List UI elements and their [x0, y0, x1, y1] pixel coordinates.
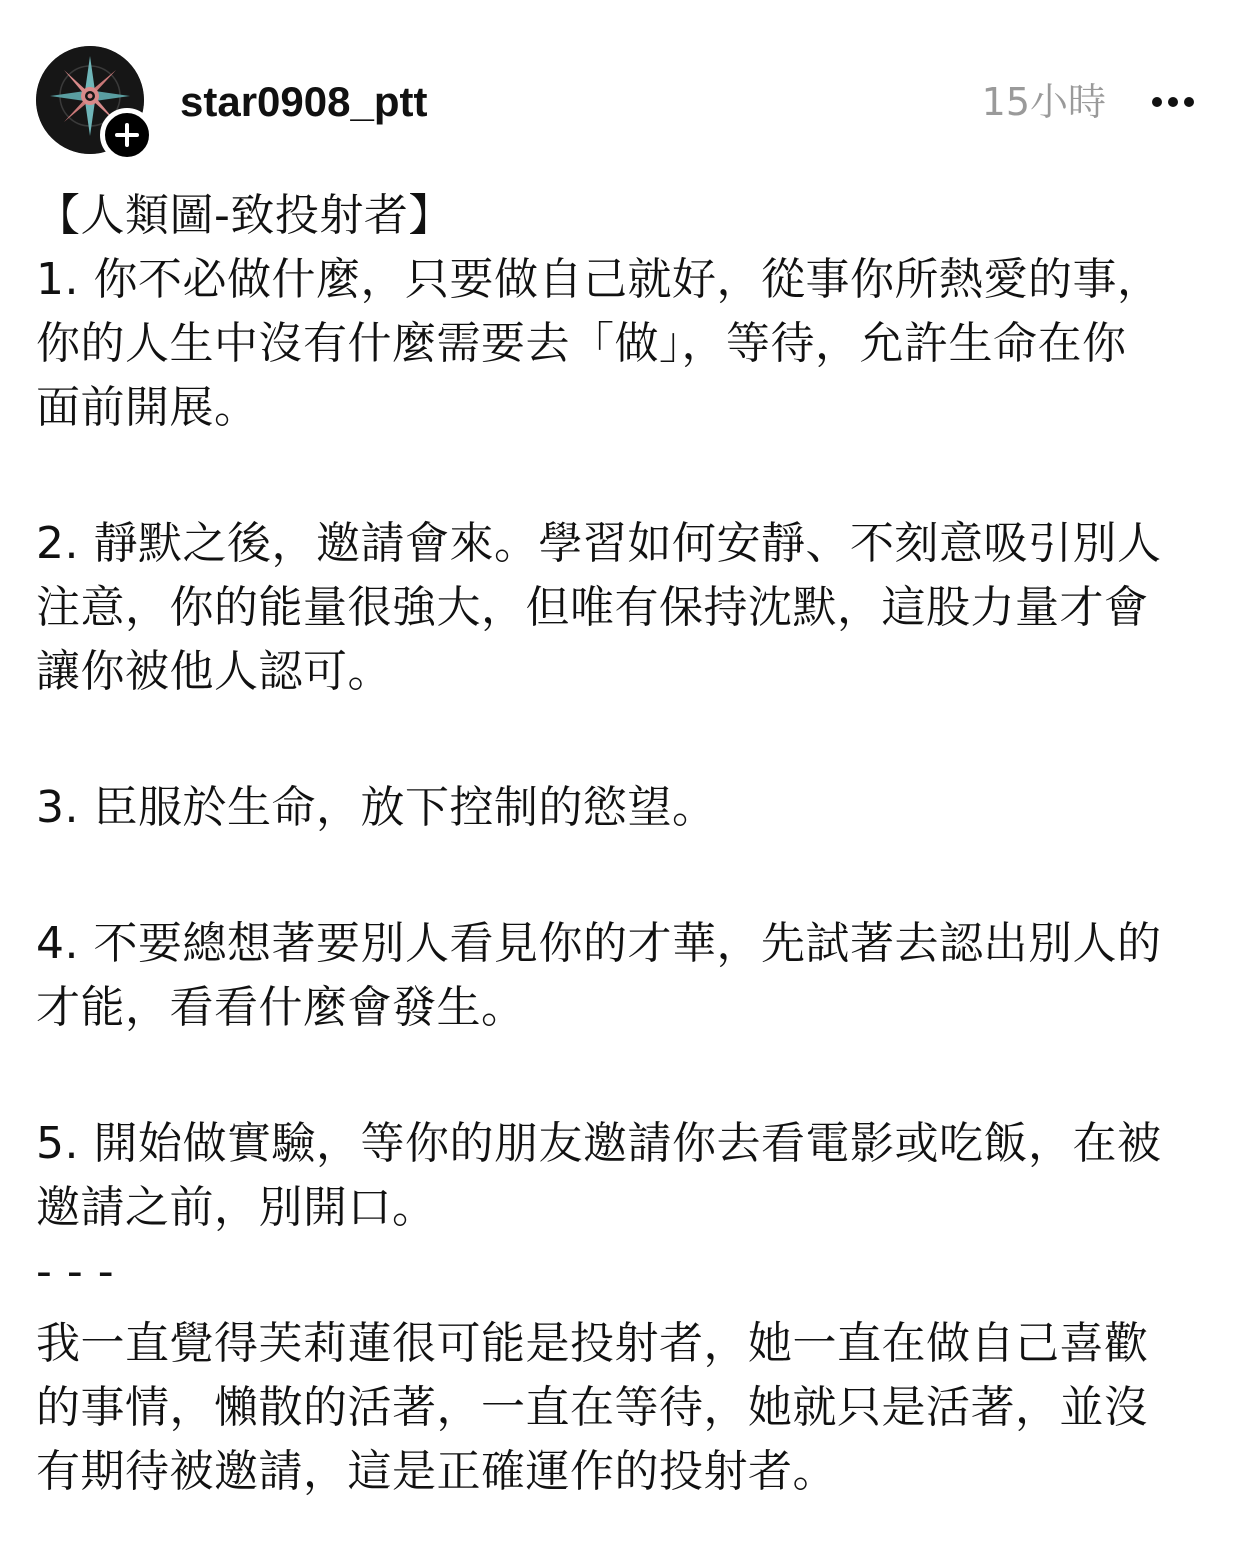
paragraph-line: 才能，看看什麼會發生。: [36, 982, 526, 1033]
paragraph-line: 2. 靜默之後，邀請會來。學習如何安靜、不刻意吸引別人: [36, 518, 1162, 569]
paragraph-line: 注意，你的能量很強大，但唯有保持沈默，這股力量才會: [36, 582, 1149, 633]
follow-button[interactable]: [100, 108, 154, 162]
paragraph-line: 你的人生中沒有什麼需要去「做」，等待，允許生命在你: [36, 318, 1127, 369]
section-separator: - - -: [36, 1246, 115, 1297]
post-header: [0, 0, 1242, 160]
comment-line: 我一直覺得芙莉蓮很可能是投射者，她一直在做自己喜歡: [36, 1318, 1149, 1369]
paragraph-2: [36, 512, 1206, 704]
paragraph-3: [36, 776, 1206, 840]
author-comment: [36, 1312, 1206, 1504]
paragraph-line: 1. 你不必做什麼，只要做自己就好，從事你所熱愛的事，: [36, 254, 1162, 305]
post-body: [36, 184, 1206, 1504]
plus-icon: [105, 113, 149, 157]
paragraph-line: 4. 不要總想著要別人看見你的才華，先試著去認出別人的: [36, 918, 1162, 969]
paragraph-5: [36, 1112, 1206, 1240]
more-options-icon[interactable]: [1150, 82, 1196, 122]
paragraph-line: 3. 臣服於生命，放下控制的慾望。: [36, 782, 717, 833]
post-timestamp: 15小時: [981, 80, 1106, 124]
paragraph-line: 5. 開始做實驗，等你的朋友邀請你去看電影或吃飯，在被: [36, 1118, 1162, 1169]
paragraph-4: [36, 912, 1206, 1040]
paragraph-line: 面前開展。: [36, 382, 259, 433]
paragraph-line: 邀請之前，別開口。: [36, 1182, 437, 1233]
paragraph-line: 讓你被他人認可。: [36, 646, 392, 697]
post-title: 【人類圖-致投射者】: [36, 190, 453, 241]
comment-line: 的事情，懶散的活著，一直在等待，她就只是活著，並沒: [36, 1382, 1149, 1433]
comment-line: 有期待被邀請，這是正確運作的投射者。: [36, 1446, 837, 1497]
author-avatar[interactable]: [36, 46, 144, 154]
paragraph-1: [36, 248, 1206, 440]
author-username[interactable]: star0908_ptt: [180, 78, 428, 125]
